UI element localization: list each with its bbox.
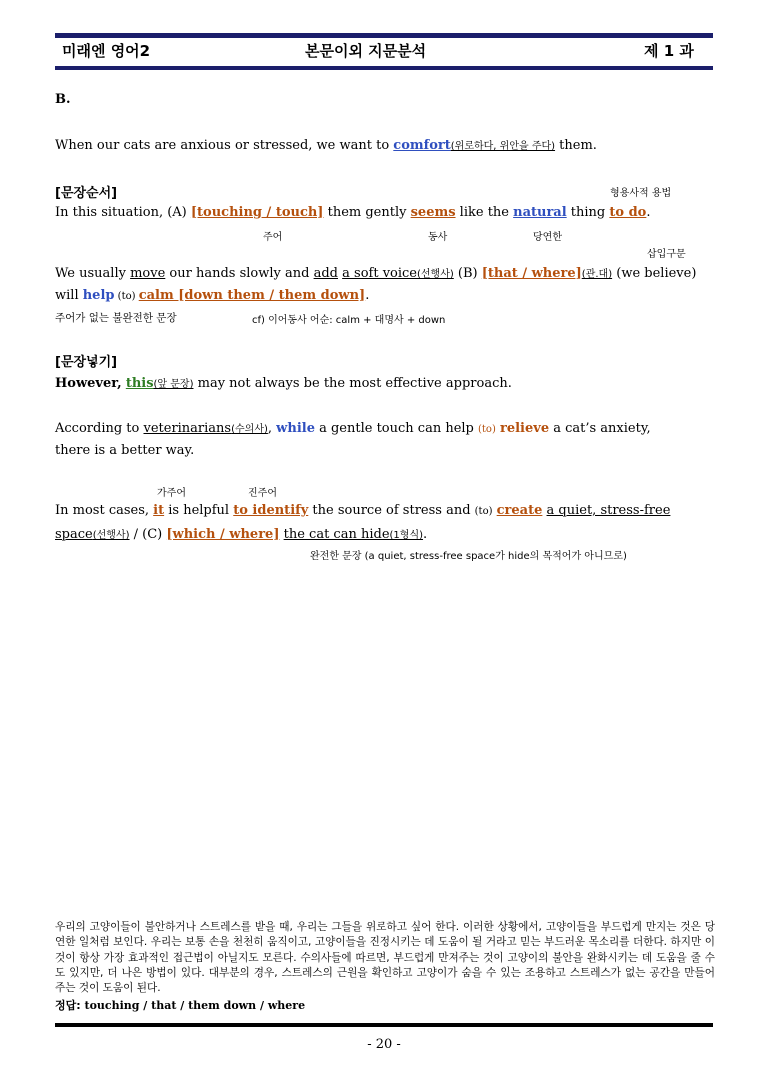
header-section-title: 본문이외 지문분석 [305,42,427,60]
word-space: space [55,527,93,542]
phrase-soft-voice: a soft voice [342,266,417,281]
text: , [267,421,277,436]
choice-calm: calm [down them / them down] [138,288,366,303]
phrase-quiet-space: a quiet, stress-free [546,503,671,518]
text: them gently [323,205,411,220]
text: will [55,288,83,303]
sentence-1 [55,137,597,153]
sentence-3 [55,265,696,281]
gloss-type-1: (1형식) [389,530,424,541]
word-create: create [496,503,543,518]
heading-sentence-insert: [문장넣기] [55,355,118,370]
heading-sentence-order: [문장순서] [55,186,118,201]
choice-a: [touching / touch] [190,205,324,220]
text: In this situation, (A) [55,205,191,220]
word-while: while [276,421,315,436]
text: . [365,288,370,303]
section-label: B. [55,92,71,107]
note-subject: 주어 [263,232,283,243]
note-real-subject: 진주어 [248,488,277,499]
word-comfort: comfort [393,138,451,153]
text: / (C) [129,527,167,542]
note-incomplete-sentence: 주어가 없는 불완전한 문장 [55,312,177,324]
sentence-7: there is a better way. [55,443,195,458]
text: When our cats are anxious or stressed, we want to [55,138,394,153]
answer-line [55,997,305,1013]
text: (B) [453,266,482,281]
note-adjectival-use: 형용사적 용법 [610,188,672,199]
text: is helpful [164,503,234,518]
answer-text: touching / that / them down / where [80,999,306,1012]
sentence-8 [55,503,670,518]
header-bottom-rule [55,66,713,70]
text: According to [55,421,144,436]
word-to-do: to do [609,205,647,220]
gloss-this: (앞 문장) [153,379,194,390]
word-veterinarians: veterinarians [143,421,232,436]
sentence-4 [55,288,369,303]
gloss-comfort: (위로하다, 위안을 주다) [450,141,556,152]
korean-translation: 우리의 고양이들이 불안하거나 스트레스를 받을 때, 우리는 그들을 위로하고 싶어 한다. 이러한 상황에서, 고양이들을 부드럽게 만지는 것은 당연한 일처럼 보인다. 우리는 보통 손을 천천히 움직이고, 고양이들을 진정시키는 데 도움이 될 거라고 믿는 부드러운 목소리를 더한다. 하지만 이것이 항상 가장 효과적인 접근법이 아닐지도 모른다. 수의사들에 따르면, 부드럽게 만져주는 것이 고양이의 불안을 완화시키는 데 도움을 줄 수도 있지만, 더 나은 방법이 있다. 대부분의 경우, 스트레스의 근원을 확인하고 고양이가 숨을 수 있는 조용하고 스트레스가 없는 공간을 만들어 주는 것이 도움이 된다. [55,921,715,995]
word-this: this [125,376,154,391]
text: may not always be the most effective approach. [193,376,512,391]
sentence-2 [55,205,651,220]
text: the source of stress and [308,503,475,518]
gloss-antecedent: (선행사) [417,269,454,280]
note-natural: 당연한 [533,232,562,243]
sentence-5 [55,375,512,391]
text: like the [455,205,514,220]
footer-rule [55,1023,713,1027]
word-move: move [130,266,166,281]
gloss-veterinarians: (수의사) [231,424,268,435]
answer-label: 정답: [55,999,81,1012]
gloss-antecedent: (선행사) [92,530,130,541]
sentence-6 [55,420,651,436]
word-relieve: relieve [500,421,550,436]
text: (we believe) [612,266,697,281]
note-insertion: 삽입구문 [647,249,686,260]
text: them. [555,138,597,153]
word-to-identify: to identify [233,503,309,518]
note-verb: 동사 [428,232,448,243]
word-add: add [313,266,338,281]
text: In most cases, [55,503,154,518]
header-textbook: 미래엔 영어2 [62,42,151,60]
text-to: (to) [474,506,493,517]
text: thing [566,205,610,220]
note-dummy-subject: 가주어 [157,488,186,499]
phrase-cat-can-hide: the cat can hide [283,527,390,542]
text: We usually [55,266,131,281]
note-complete-sentence: 완전한 문장 (a quiet, stress-free space가 hide의 목적어가 아니므로) [310,551,627,562]
text: . [646,205,651,220]
text-to: (to) [114,291,139,302]
word-help: help [82,288,115,303]
text: our hands slowly and [165,266,314,281]
text: . [423,527,428,542]
note-phrasal-verb-order: cf) 이어동사 어순: calm + 대명사 + down [252,315,446,326]
text: a gentle touch can help [314,421,479,436]
text: a cat’s anxiety, [549,421,651,436]
word-seems: seems [410,205,456,220]
choice-b: [that / where] [481,266,582,281]
page-number: - 20 - [367,1037,401,1052]
sentence-9 [55,526,427,542]
choice-c: [which / where] [166,527,280,542]
word-natural: natural [513,205,567,220]
text-to: (to) [478,424,496,435]
word-it: it [153,503,165,518]
header-top-rule [55,33,713,38]
gloss-relative-pronoun: (관.대) [581,269,613,280]
word-however: However, [55,376,122,391]
header-lesson: 제 1 과 [644,42,694,60]
